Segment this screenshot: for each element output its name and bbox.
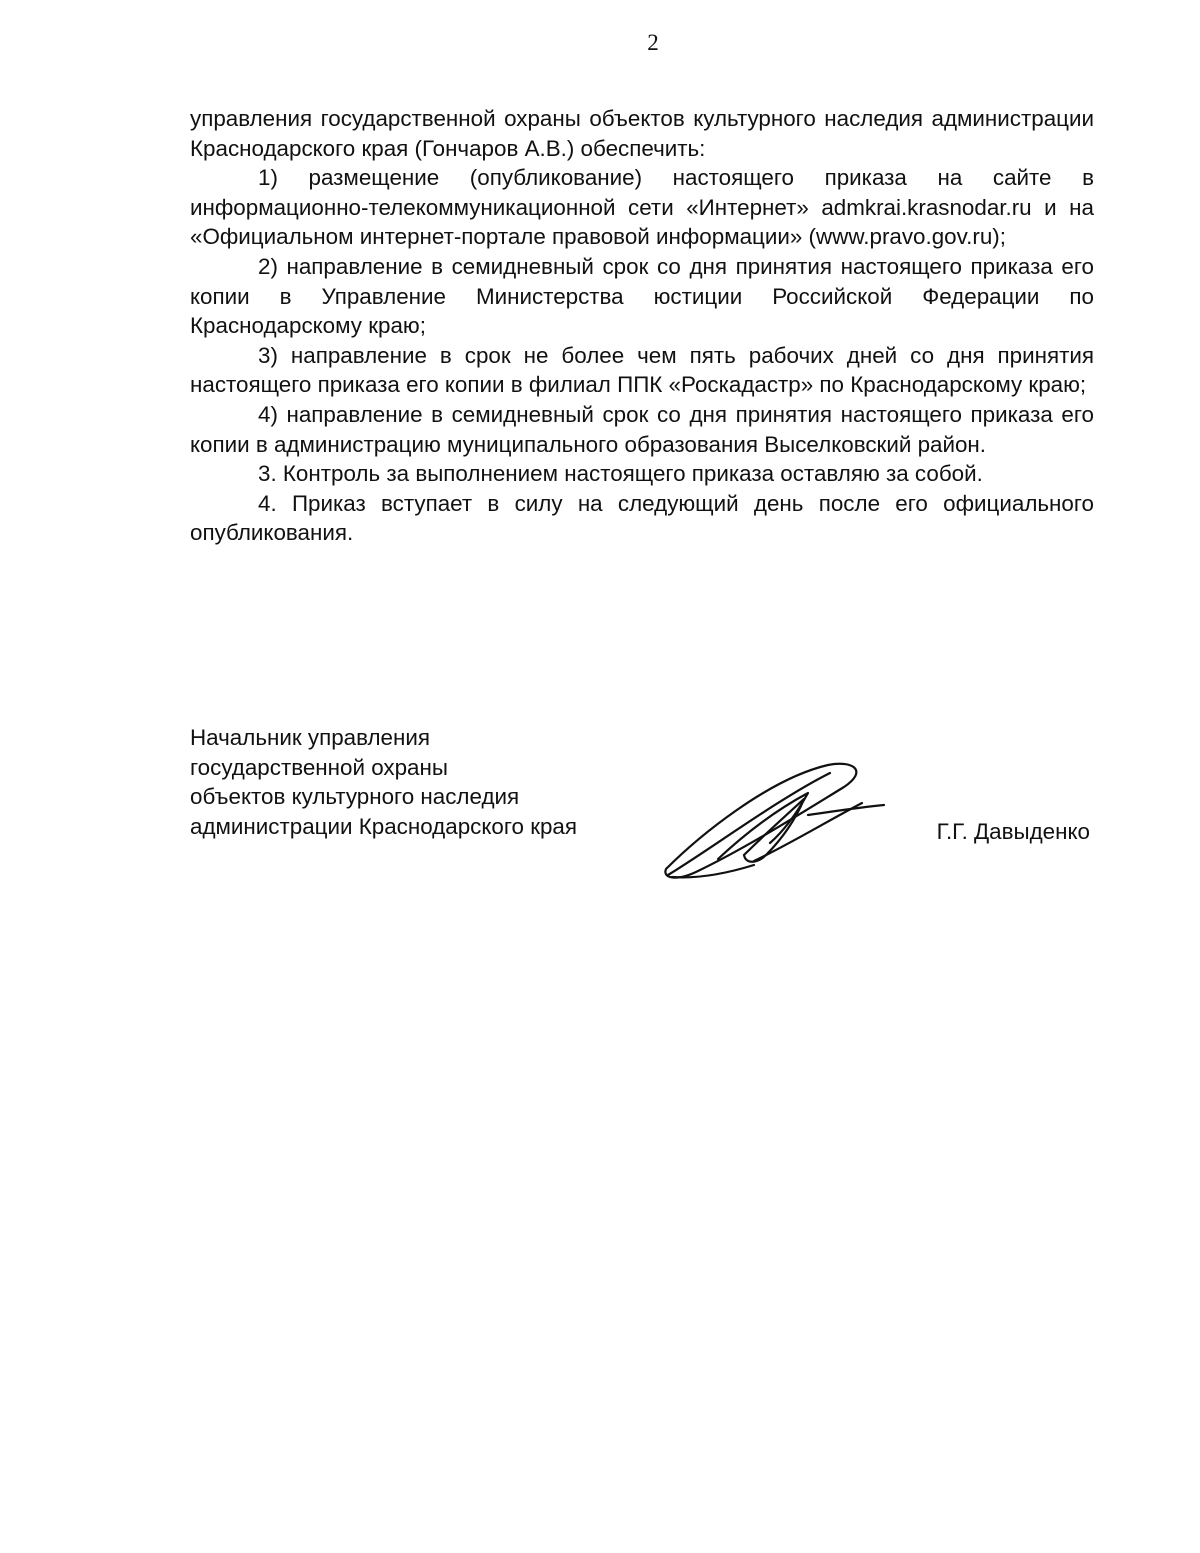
signer-position xyxy=(190,723,577,841)
signer-name: Г.Г. Давыденко xyxy=(936,819,1090,844)
signer-position-line: администрации Краснодарского края xyxy=(190,813,578,839)
paragraph-continuation: управления государственной охраны объектов культурного наследия администрации Краснодарского края (Гончаров А.В.) обеспечить: xyxy=(190,106,1094,161)
signer-position-line: Начальник управления xyxy=(190,725,430,750)
paragraph-item-3: 3) направление в срок не более чем пять рабочих дней со дня принятия настоящего приказа его копии в филиал ППК «Роскадастр» по Краснодарскому краю; xyxy=(190,342,1094,398)
paragraph-clause-4: 4. Приказ вступает в силу на следующий день после его официального опубликования. xyxy=(190,490,1094,546)
page-number-container xyxy=(0,30,1200,56)
signer-position-line: объектов культурного наследия xyxy=(190,784,520,810)
document-body xyxy=(190,104,1094,548)
paragraph-clause-3: 3. Контроль за выполнением настоящего приказа оставляю за собой. xyxy=(258,461,983,487)
paragraph-item-2: 2) направление в семидневный срок со дня принятия настоящего приказа его копии в Управление Министерства юстиции Российской Федерации по Краснодарскому краю; xyxy=(190,253,1094,339)
page-number: 2 xyxy=(647,30,659,55)
paragraph-item-1: 1) размещение (опубликование) настоящего приказа на сайте в информационно-телекоммуникационной сети «Интернет» admkrai.krasnodar.ru и на «Официальном интернет-портале правовой информации» (www.pravo.gov.ru); xyxy=(190,165,1094,250)
handwritten-signature-icon xyxy=(658,759,888,889)
paragraph-item-4: 4) направление в семидневный срок со дня принятия настоящего приказа его копии в администрацию муниципального образования Выселковский район. xyxy=(190,401,1094,457)
signature-block xyxy=(190,723,1094,893)
signer-position-line: государственной охраны xyxy=(190,754,448,780)
